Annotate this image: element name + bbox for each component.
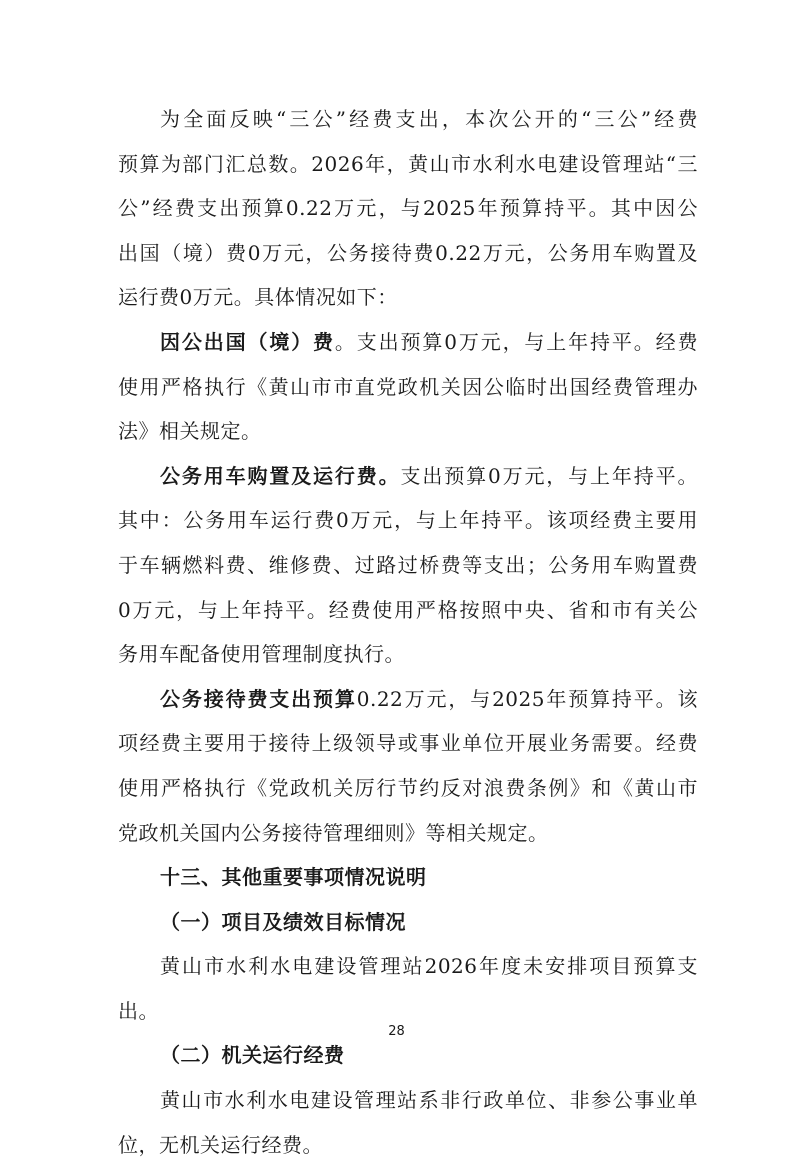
text-line: [118, 454, 698, 499]
text-run: 支出预算0万元，与上年持平。: [400, 463, 699, 488]
text-line: 位，无机关运行经费。: [118, 1132, 323, 1157]
bold-term: 公务接待费支出预算: [160, 686, 357, 711]
paragraph-project-targets: [118, 944, 698, 1033]
document-body: [118, 97, 698, 1167]
text-line: 预算为部门汇总数。2026年，黄山市水利水电建设管理站“三: [118, 151, 698, 176]
page-number: 28: [388, 1024, 405, 1039]
text-line: 项经费主要用于接待上级领导或事业单位开展业务需要。经费: [118, 731, 698, 756]
paragraph-overseas-travel: [118, 320, 698, 454]
text-line: 于车辆燃料费、维修费、过路过桥费等支出；公务用车购置费: [118, 552, 698, 577]
text-line: 黄山市水利水电建设管理站系非行政单位、非参公事业单: [160, 1088, 698, 1113]
text-line: 党政机关国内公务接待管理细则》等相关规定。: [118, 820, 549, 845]
text-line: 公”经费支出预算0.22万元，与2025年预算持平。其中因公: [118, 196, 698, 221]
paragraph-operating-expenses: [118, 1078, 698, 1167]
text-line: 出。: [118, 998, 159, 1023]
subsection-heading: （一）项目及绩效目标情况: [160, 909, 406, 934]
text-line: [118, 320, 698, 365]
paragraph-overview: [118, 97, 698, 320]
text-line: 其中：公务用车运行费0万元，与上年持平。该项经费主要用: [118, 508, 698, 533]
text-line: 运行费0万元。具体情况如下：: [118, 285, 398, 310]
text-line: 务用车配备使用管理制度执行。: [118, 642, 405, 667]
text-line: 为全面反映“三公”经费支出，本次公开的“三公”经费: [160, 107, 698, 131]
subsection-heading: （二）机关运行经费: [160, 1043, 345, 1068]
text-line: 0万元，与上年持平。经费使用严格按照中央、省和市有关公: [118, 597, 698, 622]
text-line: [118, 677, 698, 722]
text-line: 出国（境）费0万元，公务接待费0.22万元，公务用车购置及: [118, 240, 698, 265]
text-line: 使用严格执行《党政机关厉行节约反对浪费条例》和《黄山市: [118, 775, 698, 800]
paragraph-official-vehicles: [118, 454, 698, 677]
text-line: 使用严格执行《黄山市市直党政机关因公临时出国经费管理办: [118, 374, 698, 399]
bold-term: 因公出国（境）费: [160, 329, 335, 354]
text-run: 0.22万元，与2025年预算持平。该: [356, 686, 699, 711]
text-line: 法》相关规定。: [118, 419, 262, 444]
text-line: 黄山市水利水电建设管理站2026年度未安排项目预算支: [160, 954, 698, 979]
text-run: 。支出预算0万元，与上年持平。经费: [334, 329, 698, 354]
paragraph-official-reception: [118, 677, 698, 855]
section-heading: 十三、其他重要事项情况说明: [160, 865, 427, 890]
bold-term: 公务用车购置及运行费。: [160, 463, 401, 488]
